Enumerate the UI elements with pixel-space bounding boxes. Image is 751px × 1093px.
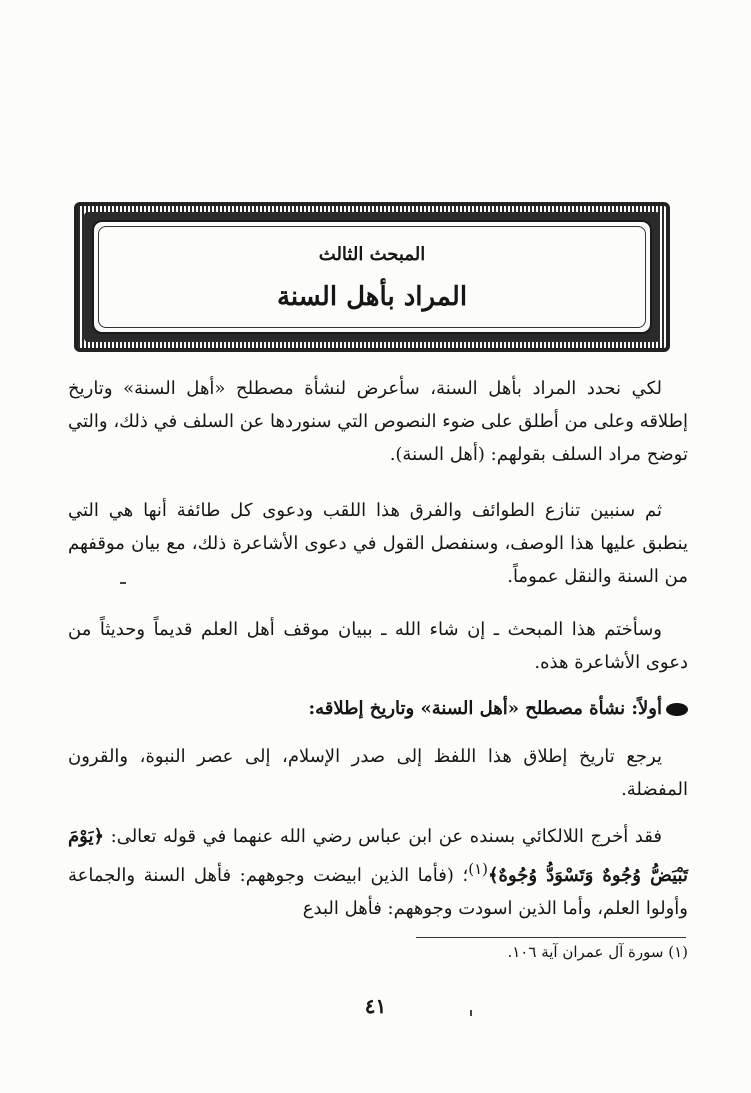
bullet-dot-icon (666, 703, 688, 716)
paragraph-ibn-abbas-lead: فقد أخرج اللالكائي بسنده عن ابن عباس رضي الله عنهما في قوله تعالى: (110, 826, 662, 847)
section-heading-text: أولاً: نشأة مصطلح «أهل السنة» وتاريخ إطلاقه: (308, 698, 662, 719)
paragraph-intro (68, 372, 688, 471)
paragraph-intro-text: لكي نحدد المراد بأهل السنة، سأعرض لنشأة مصطلح «أهل السنة» وتاريخ إطلاقه وعلى من أطلق على ضوء النصوص التي سنوردها عن السلف في ذلك، والتي توضح مراد السلف بقولهم: (أهل السنة). (68, 378, 688, 465)
footnote: (١) سورة آل عمران آية ١٠٦. (507, 943, 688, 961)
paragraph-origin-text: يرجع تاريخ إطلاق هذا اللفظ إلى صدر الإسلام، إلى عصر النبوة، والقرون المفضلة. (68, 746, 688, 800)
paragraph-conclusion-text: وسأختم هذا المبحث ـ إن شاء الله ـ ببيان موقف أهل العلم قديماً وحديثاً من دعوى الأشاعرة هذه. (68, 619, 688, 673)
paragraph-disputes (68, 494, 688, 593)
paragraph-ibn-abbas-rest: ؛ (فأما الذين ابيضت وجوههم: فأهل السنة والجماعة وأولوا العلم، وأما الذين اسودت وجوههم: فأهل البدع (68, 865, 688, 919)
footnote-reference: (١) (468, 860, 488, 878)
quran-verse: ﴿يَوْمَ تَبْيَضُّ وُجُوهٌ وَتَسْوَدُّ وُجُوهٌ﴾ (68, 826, 688, 886)
section-heading (68, 692, 688, 725)
paragraph-conclusion (68, 613, 688, 679)
frame-inner-panel (92, 220, 652, 334)
chapter-title-frame (74, 202, 670, 352)
paragraph-disputes-text: ثم سنبين تنازع الطوائف والفرق هذا اللقب ودعوى كل طائفة أنها هي التي ينطبق عليها هذا الوصف، وسنفصل القول في دعوى الأشاعرة ذلك، مع بيان موقفهم من السنة والنقل عموماً. (68, 500, 688, 587)
scan-speck (120, 582, 126, 584)
footnote-separator (416, 937, 686, 938)
paragraph-ibn-abbas (68, 820, 688, 925)
chapter-label: المبحث الثالث (318, 244, 426, 265)
paragraph-origin (68, 740, 688, 806)
chapter-title: المراد بأهل السنة (276, 282, 468, 312)
page-number: ٤١ (364, 994, 387, 1018)
scan-speck (470, 1010, 472, 1016)
